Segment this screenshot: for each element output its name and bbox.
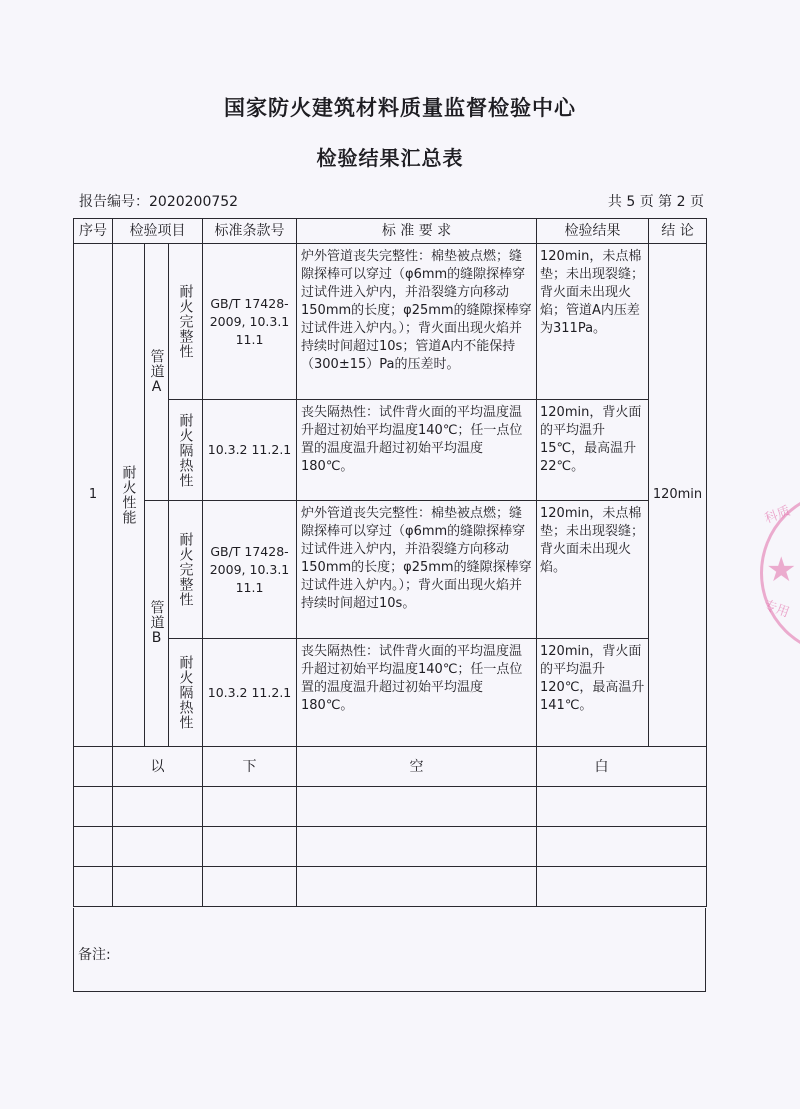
empty-cell [203,827,297,867]
blank-marker-row [74,747,707,787]
empty-cell [113,827,203,867]
sub-item-cell [169,244,203,400]
result-cell: 120min，背火面的平均温升120℃，最高温升141℃。 [537,639,649,747]
col-conclusion: 结 论 [649,219,707,244]
sub-item-cell [169,400,203,501]
empty-cell [74,747,113,787]
result-cell: 120min，未点棉垫；未出现裂缝；背火面未出现火焰；管道A内压差为311Pa。 [537,244,649,400]
category-label: 耐火性能 [120,465,137,525]
star-icon: ★ [766,550,797,590]
category-cell [113,244,145,747]
empty-row [74,827,707,867]
col-requirement: 标 准 要 求 [297,219,537,244]
sub-item-label: 耐火完整性 [177,532,194,607]
blank-word-3: 空 [297,747,537,787]
remarks-box [73,908,706,992]
sub-item-label: 耐火完整性 [177,284,194,359]
table-row [74,639,707,747]
empty-row [74,867,707,907]
page-info: 共 5 页 第 2 页 [607,194,704,210]
group-a-label: 管道A [148,348,165,396]
blank-word-4: 白 [537,747,707,787]
clause-cell: GB/T 17428-2009, 10.3.1 11.1 [203,244,297,400]
requirement-cell: 丧失隔热性：试件背火面的平均温度温升超过初始平均温度140℃；任一点位置的温度温升超过初始平均温度180℃。 [297,639,537,747]
seq-cell: 1 [74,244,113,747]
empty-cell [113,867,203,907]
org-title: 国家防火建筑材料质量监督检验中心 [224,96,576,120]
table-row [74,501,707,639]
empty-cell [203,787,297,827]
clause-cell: GB/T 17428-2009, 10.3.1 11.1 [203,501,297,639]
empty-cell [297,787,537,827]
table-title: 检验结果汇总表 [316,146,464,170]
sub-item-label: 耐火隔热性 [177,412,194,488]
empty-cell [74,827,113,867]
empty-cell [74,867,113,907]
table-row [74,400,707,501]
empty-cell [537,867,707,907]
requirement-cell: 炉外管道丧失完整性：棉垫被点燃；缝隙探棒可以穿过（φ6mm的缝隙探棒穿过试件进入炉内，并沿裂缝方向移动150mm的长度；φ25mm的缝隙探棒穿过试件进入炉内。）；背火面出现火焰并持续时间超过10s；管道A内不能保持（300±15）Pa的压差时。 [297,244,537,400]
remarks-label: 备注: [78,947,111,963]
report-number: 报告编号：2020200752 [79,194,239,210]
result-cell: 120min，未点棉垫；未出现裂缝；背火面未出现火焰。 [537,501,649,639]
result-cell: 120min，背火面的平均温升15℃，最高温升22℃。 [537,400,649,501]
col-seq: 序号 [74,219,113,244]
col-item: 检验项目 [113,219,203,244]
group-a-cell [145,244,169,501]
official-seal [760,490,800,650]
empty-cell [297,827,537,867]
requirement-cell: 丧失隔热性：试件背火面的平均温度温升超过初始平均温度140℃；任一点位置的温度温升超过初始平均温度180℃。 [297,400,537,501]
col-clause: 标准条款号 [203,219,297,244]
results-table [73,218,707,907]
blank-word-1: 以 [113,747,203,787]
clause-cell: 10.3.2 11.2.1 [203,639,297,747]
group-b-label: 管道B [148,600,165,647]
empty-row [74,787,707,827]
blank-word-2: 下 [203,747,297,787]
seal-text-top: 科质 [762,503,793,527]
seal-text-bottom: 专用 [761,597,792,621]
col-result: 检验结果 [537,219,649,244]
sub-item-cell [169,501,203,639]
conclusion-cell: 120min [649,244,707,747]
requirement-cell: 炉外管道丧失完整性：棉垫被点燃；缝隙探棒可以穿过（φ6mm的缝隙探棒穿过试件进入炉内，并沿裂缝方向移动150mm的长度；φ25mm的缝隙探棒穿过试件进入炉内。）；背火面出现火焰并持续时间超过10s。 [297,501,537,639]
table-row [74,244,707,400]
sub-item-cell [169,639,203,747]
empty-cell [203,867,297,907]
clause-cell: 10.3.2 11.2.1 [203,400,297,501]
empty-cell [113,787,203,827]
header-row [74,219,707,244]
empty-cell [297,867,537,907]
group-b-cell [145,501,169,747]
sub-item-label: 耐火隔热性 [177,655,194,730]
empty-cell [537,787,707,827]
empty-cell [74,787,113,827]
empty-cell [537,827,707,867]
